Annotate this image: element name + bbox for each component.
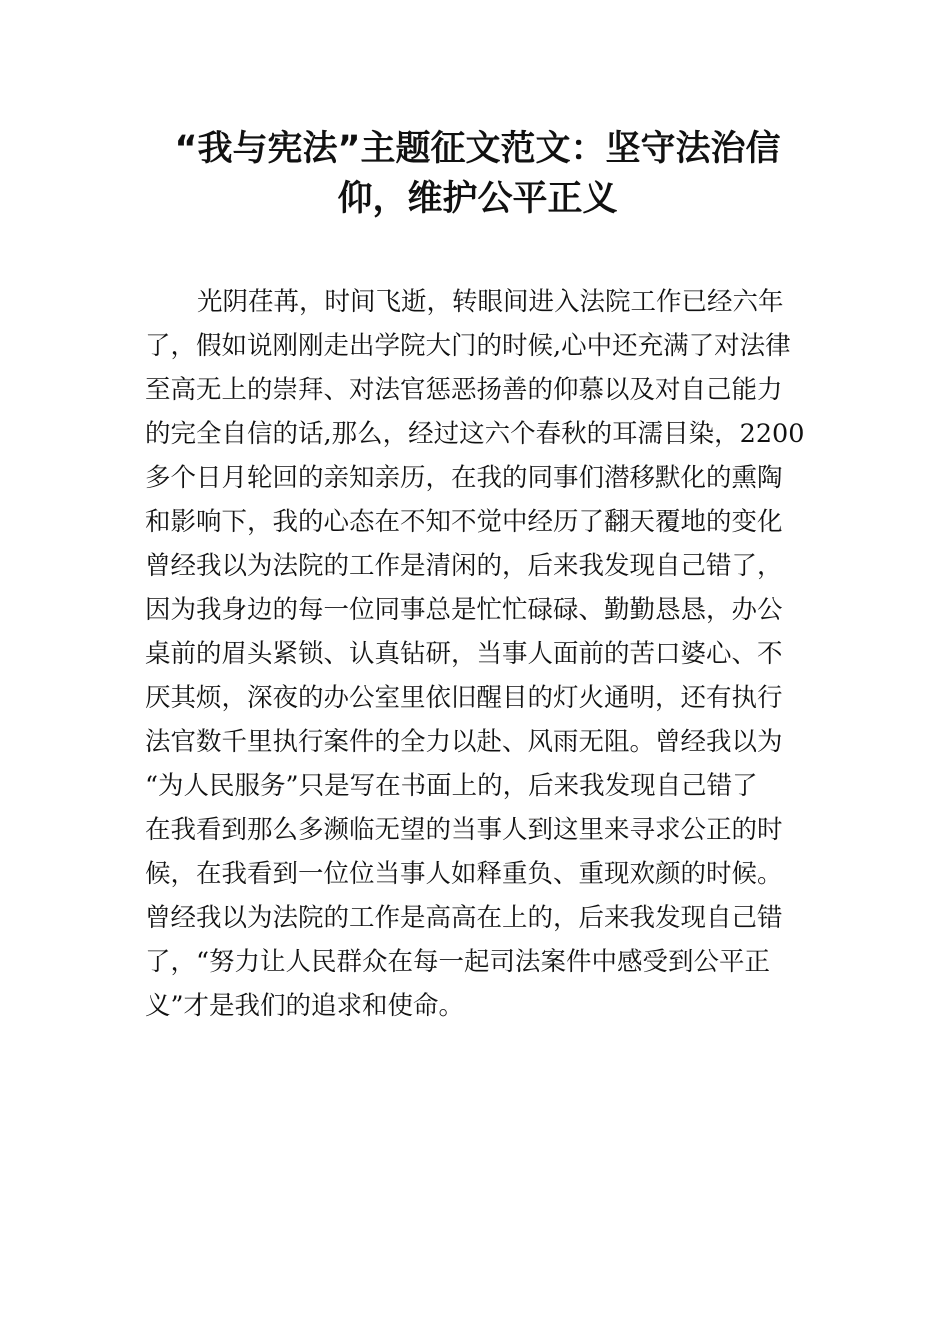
body-line: “为人民服务”只是写在书面上的，后来我发现自己错了: [145, 771, 758, 801]
body-line: 候，在我看到一位位当事人如释重负、重现欢颜的时候。: [145, 859, 783, 889]
document-title: [145, 124, 810, 224]
body-line: 和影响下，我的心态在不知不觉中经历了翻天覆地的变化: [145, 507, 783, 537]
body-line: 曾经我以为法院的工作是清闲的，后来我发现自己错了，: [145, 551, 783, 581]
body-line: 厌其烦，深夜的办公室里依旧醒目的灯火通明，还有执行: [145, 683, 783, 713]
body-line: 光阴荏苒，时间飞逝，转眼间进入法院工作已经六年: [197, 287, 784, 317]
body-line: 的完全自信的话,那么，经过这六个春秋的耳濡目染，2200: [145, 419, 805, 449]
body-line: 义”才是我们的追求和使命。: [145, 991, 465, 1021]
body-line: 法官数千里执行案件的全力以赴、风雨无阻。曾经我以为: [145, 727, 783, 757]
body-line: 曾经我以为法院的工作是高高在上的，后来我发现自己错: [145, 903, 783, 933]
title-line-2: 仰，维护公平正义: [337, 179, 618, 219]
body-line: 至高无上的崇拜、对法官惩恶扬善的仰慕以及对自己能力: [145, 375, 783, 405]
body-line: 了，“努力让人民群众在每一起司法案件中感受到公平正: [145, 947, 771, 977]
body-line: 了，假如说刚刚走出学院大门的时候,心中还充满了对法律: [145, 331, 791, 361]
body-line: 在我看到那么多濒临无望的当事人到这里来寻求公正的时: [145, 815, 783, 845]
title-line-1: “我与宪法”主题征文范文：坚守法治信: [174, 129, 781, 169]
body-line: 桌前的眉头紧锁、认真钻研，当事人面前的苦口婆心、不: [145, 639, 783, 669]
body-line: 因为我身边的每一位同事总是忙忙碌碌、勤勤恳恳，办公: [145, 595, 783, 625]
body-line: 多个日月轮回的亲知亲历，在我的同事们潜移默化的熏陶: [145, 463, 783, 493]
document-body: [145, 280, 810, 1028]
